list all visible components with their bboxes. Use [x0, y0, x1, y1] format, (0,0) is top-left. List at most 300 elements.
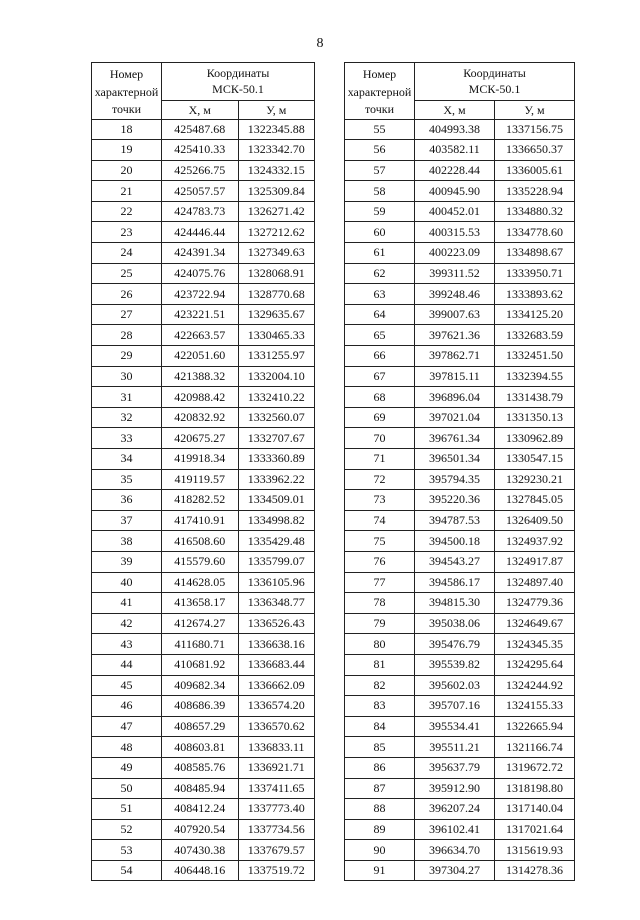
y-coordinate-cell: 1335429.48: [238, 531, 315, 552]
point-number-cell: 66: [345, 346, 415, 367]
point-number-cell: 76: [345, 551, 415, 572]
point-number-cell: 81: [345, 654, 415, 675]
point-number-cell: 70: [345, 428, 415, 449]
table-row: [345, 325, 575, 346]
point-number-cell: 61: [345, 243, 415, 264]
table-row: [92, 181, 315, 202]
x-coordinate-cell: 395038.06: [415, 613, 495, 634]
y-coordinate-cell: 1332560.07: [238, 407, 315, 428]
y-coordinate-cell: 1335799.07: [238, 551, 315, 572]
table-row: [92, 531, 315, 552]
x-coordinate-cell: 418282.52: [162, 490, 239, 511]
table-row: [92, 696, 315, 717]
x-coordinate-cell: 396896.04: [415, 387, 495, 408]
y-coordinate-cell: 1324345.35: [495, 634, 575, 655]
table-row: [92, 243, 315, 264]
x-coordinate-cell: 417410.91: [162, 510, 239, 531]
y-coordinate-cell: 1337519.72: [238, 860, 315, 881]
x-coordinate-cell: 423221.51: [162, 304, 239, 325]
y-coordinate-cell: 1336638.16: [238, 634, 315, 655]
x-coordinate-cell: 399311.52: [415, 263, 495, 284]
y-coordinate-cell: 1333893.62: [495, 284, 575, 305]
point-number-cell: 31: [92, 387, 162, 408]
table-row: [345, 737, 575, 758]
y-coordinate-cell: 1324295.64: [495, 654, 575, 675]
table-row: [345, 654, 575, 675]
point-number-cell: 26: [92, 284, 162, 305]
point-number-cell: 40: [92, 572, 162, 593]
x-coordinate-cell: 396102.41: [415, 819, 495, 840]
point-number-cell: 79: [345, 613, 415, 634]
point-number-cell: 32: [92, 407, 162, 428]
y-coordinate-cell: 1324937.92: [495, 531, 575, 552]
table-row: [345, 716, 575, 737]
x-coordinate-cell: 397621.36: [415, 325, 495, 346]
y-coordinate-cell: 1336105.96: [238, 572, 315, 593]
x-coordinate-cell: 395637.79: [415, 757, 495, 778]
x-coordinate-cell: 396761.34: [415, 428, 495, 449]
point-number-cell: 64: [345, 304, 415, 325]
point-number-cell: 18: [92, 119, 162, 140]
point-number-cell: 88: [345, 799, 415, 820]
y-coordinate-cell: 1318198.80: [495, 778, 575, 799]
table-row: [345, 119, 575, 140]
table-row: [92, 757, 315, 778]
y-coordinate-cell: 1322665.94: [495, 716, 575, 737]
y-coordinate-cell: 1332394.55: [495, 366, 575, 387]
y-coordinate-cell: 1334998.82: [238, 510, 315, 531]
table-row: [345, 428, 575, 449]
x-coordinate-cell: 395539.82: [415, 654, 495, 675]
table-row: [345, 593, 575, 614]
y-coordinate-cell: 1319672.72: [495, 757, 575, 778]
y-coordinate-cell: 1325309.84: [238, 181, 315, 202]
point-number-cell: 47: [92, 716, 162, 737]
table-row: [345, 469, 575, 490]
x-coordinate-cell: 395707.16: [415, 696, 495, 717]
point-number-cell: 45: [92, 675, 162, 696]
table-row: [92, 387, 315, 408]
y-coordinate-cell: 1336833.11: [238, 737, 315, 758]
point-number-cell: 53: [92, 840, 162, 861]
point-number-cell: 58: [345, 181, 415, 202]
header-y: У, м: [238, 100, 315, 119]
point-number-cell: 33: [92, 428, 162, 449]
x-coordinate-cell: 396207.24: [415, 799, 495, 820]
y-coordinate-cell: 1336348.77: [238, 593, 315, 614]
y-coordinate-cell: 1332683.59: [495, 325, 575, 346]
point-number-cell: 29: [92, 346, 162, 367]
y-coordinate-cell: 1337734.56: [238, 819, 315, 840]
table-row: [345, 551, 575, 572]
y-coordinate-cell: 1330547.15: [495, 449, 575, 470]
point-number-cell: 20: [92, 160, 162, 181]
point-number-cell: 63: [345, 284, 415, 305]
coordinates-table-left: [91, 62, 315, 881]
x-coordinate-cell: 411680.71: [162, 634, 239, 655]
y-coordinate-cell: 1334509.01: [238, 490, 315, 511]
x-coordinate-cell: 395794.35: [415, 469, 495, 490]
y-coordinate-cell: 1330962.89: [495, 428, 575, 449]
y-coordinate-cell: 1336683.44: [238, 654, 315, 675]
y-coordinate-cell: 1328770.68: [238, 284, 315, 305]
point-number-cell: 83: [345, 696, 415, 717]
y-coordinate-cell: 1336570.62: [238, 716, 315, 737]
x-coordinate-cell: 396634.70: [415, 840, 495, 861]
table-row: [345, 799, 575, 820]
x-coordinate-cell: 408485.94: [162, 778, 239, 799]
point-number-cell: 42: [92, 613, 162, 634]
x-coordinate-cell: 394815.30: [415, 593, 495, 614]
y-coordinate-cell: 1317021.64: [495, 819, 575, 840]
y-coordinate-cell: 1334125.20: [495, 304, 575, 325]
point-number-cell: 34: [92, 449, 162, 470]
x-coordinate-cell: 408412.24: [162, 799, 239, 820]
y-coordinate-cell: 1327845.05: [495, 490, 575, 511]
x-coordinate-cell: 394586.17: [415, 572, 495, 593]
point-number-cell: 22: [92, 201, 162, 222]
x-coordinate-cell: 416508.60: [162, 531, 239, 552]
table-row: [92, 263, 315, 284]
y-coordinate-cell: 1324244.92: [495, 675, 575, 696]
point-number-cell: 59: [345, 201, 415, 222]
table-row: [92, 490, 315, 511]
x-coordinate-cell: 421388.32: [162, 366, 239, 387]
point-number-cell: 46: [92, 696, 162, 717]
header-coordinates-title: Координаты: [206, 66, 270, 81]
table-row: [92, 284, 315, 305]
x-coordinate-cell: 395511.21: [415, 737, 495, 758]
table-row: [92, 449, 315, 470]
y-coordinate-cell: 1337773.40: [238, 799, 315, 820]
table-row: [345, 140, 575, 161]
table-row: [345, 284, 575, 305]
table-row: [345, 860, 575, 881]
table-row: [345, 346, 575, 367]
table-row: [92, 799, 315, 820]
point-number-cell: 60: [345, 222, 415, 243]
x-coordinate-cell: 413658.17: [162, 593, 239, 614]
y-coordinate-cell: 1321166.74: [495, 737, 575, 758]
y-coordinate-cell: 1336662.09: [238, 675, 315, 696]
x-coordinate-cell: 422051.60: [162, 346, 239, 367]
x-coordinate-cell: 397815.11: [415, 366, 495, 387]
y-coordinate-cell: 1332004.10: [238, 366, 315, 387]
point-number-cell: 85: [345, 737, 415, 758]
table-row: [92, 160, 315, 181]
y-coordinate-cell: 1333962.22: [238, 469, 315, 490]
point-number-cell: 50: [92, 778, 162, 799]
y-coordinate-cell: 1331350.13: [495, 407, 575, 428]
header-x: X, м: [162, 100, 239, 119]
x-coordinate-cell: 408585.76: [162, 757, 239, 778]
y-coordinate-cell: 1336574.20: [238, 696, 315, 717]
y-coordinate-cell: 1333950.71: [495, 263, 575, 284]
point-number-cell: 65: [345, 325, 415, 346]
page-number: 8: [316, 36, 324, 51]
x-coordinate-cell: 423722.94: [162, 284, 239, 305]
y-coordinate-cell: 1332451.50: [495, 346, 575, 367]
table-row: [345, 510, 575, 531]
y-coordinate-cell: 1326409.50: [495, 510, 575, 531]
header-point-number-line1: Номер: [92, 63, 162, 85]
coordinates-table-right: [344, 62, 575, 881]
x-coordinate-cell: 406448.16: [162, 860, 239, 881]
x-coordinate-cell: 410681.92: [162, 654, 239, 675]
point-number-cell: 23: [92, 222, 162, 243]
x-coordinate-cell: 397304.27: [415, 860, 495, 881]
y-coordinate-cell: 1336005.61: [495, 160, 575, 181]
y-coordinate-cell: 1327212.62: [238, 222, 315, 243]
x-coordinate-cell: 408657.29: [162, 716, 239, 737]
x-coordinate-cell: 397021.04: [415, 407, 495, 428]
table-row: [92, 346, 315, 367]
table-row: [92, 140, 315, 161]
x-coordinate-cell: 394500.18: [415, 531, 495, 552]
y-coordinate-cell: 1329230.21: [495, 469, 575, 490]
x-coordinate-cell: 403582.11: [415, 140, 495, 161]
table-row: [92, 551, 315, 572]
point-number-cell: 75: [345, 531, 415, 552]
y-coordinate-cell: 1324779.36: [495, 593, 575, 614]
x-coordinate-cell: 425487.68: [162, 119, 239, 140]
point-number-cell: 67: [345, 366, 415, 387]
x-coordinate-cell: 402228.44: [415, 160, 495, 181]
x-coordinate-cell: 395602.03: [415, 675, 495, 696]
table-row: [345, 613, 575, 634]
y-coordinate-cell: 1336921.71: [238, 757, 315, 778]
x-coordinate-cell: 424446.44: [162, 222, 239, 243]
y-coordinate-cell: 1324155.33: [495, 696, 575, 717]
table-row: [345, 778, 575, 799]
header-coordinates-title: Координаты: [463, 66, 526, 81]
x-coordinate-cell: 395534.41: [415, 716, 495, 737]
header-point-number-line2: характерной: [345, 84, 415, 100]
header-y: У, м: [495, 100, 575, 119]
x-coordinate-cell: 397862.71: [415, 346, 495, 367]
point-number-cell: 89: [345, 819, 415, 840]
table-row: [345, 243, 575, 264]
x-coordinate-cell: 399007.63: [415, 304, 495, 325]
x-coordinate-cell: 424783.73: [162, 201, 239, 222]
table-row: [345, 840, 575, 861]
x-coordinate-cell: 419119.57: [162, 469, 239, 490]
y-coordinate-cell: 1336526.43: [238, 613, 315, 634]
table-row: [92, 840, 315, 861]
y-coordinate-cell: 1336650.37: [495, 140, 575, 161]
x-coordinate-cell: 395476.79: [415, 634, 495, 655]
x-coordinate-cell: 396501.34: [415, 449, 495, 470]
header-point-number-line3: точки: [92, 100, 162, 119]
y-coordinate-cell: 1330465.33: [238, 325, 315, 346]
x-coordinate-cell: 394787.53: [415, 510, 495, 531]
table-row: [92, 469, 315, 490]
y-coordinate-cell: 1322345.88: [238, 119, 315, 140]
point-number-cell: 68: [345, 387, 415, 408]
x-coordinate-cell: 419918.34: [162, 449, 239, 470]
y-coordinate-cell: 1337411.65: [238, 778, 315, 799]
x-coordinate-cell: 400223.09: [415, 243, 495, 264]
x-coordinate-cell: 394543.27: [415, 551, 495, 572]
table-row: [345, 222, 575, 243]
y-coordinate-cell: 1334898.67: [495, 243, 575, 264]
x-coordinate-cell: 425266.75: [162, 160, 239, 181]
y-coordinate-cell: 1326271.42: [238, 201, 315, 222]
y-coordinate-cell: 1315619.93: [495, 840, 575, 861]
x-coordinate-cell: 395912.90: [415, 778, 495, 799]
table-row: [345, 366, 575, 387]
x-coordinate-cell: 407430.38: [162, 840, 239, 861]
point-number-cell: 27: [92, 304, 162, 325]
x-coordinate-cell: 400945.90: [415, 181, 495, 202]
y-coordinate-cell: 1324649.67: [495, 613, 575, 634]
point-number-cell: 55: [345, 119, 415, 140]
x-coordinate-cell: 422663.57: [162, 325, 239, 346]
x-coordinate-cell: 425057.57: [162, 181, 239, 202]
table-row: [92, 860, 315, 881]
x-coordinate-cell: 404993.38: [415, 119, 495, 140]
x-coordinate-cell: 407920.54: [162, 819, 239, 840]
table-row: [345, 160, 575, 181]
table-row: [92, 222, 315, 243]
table-row: [92, 675, 315, 696]
x-coordinate-cell: 425410.33: [162, 140, 239, 161]
header-point-number-line2: характерной: [92, 84, 162, 100]
header-point-number-line1: Номер: [345, 63, 415, 85]
table-row: [92, 407, 315, 428]
header-point-number-line3: точки: [345, 100, 415, 119]
table-row: [92, 325, 315, 346]
y-coordinate-cell: 1324332.15: [238, 160, 315, 181]
header-coordinates: [162, 63, 315, 101]
table-row: [92, 119, 315, 140]
table-row: [345, 490, 575, 511]
table-row: [345, 757, 575, 778]
point-number-cell: 24: [92, 243, 162, 264]
y-coordinate-cell: 1332410.22: [238, 387, 315, 408]
point-number-cell: 78: [345, 593, 415, 614]
point-number-cell: 57: [345, 160, 415, 181]
table-row: [345, 201, 575, 222]
x-coordinate-cell: 424391.34: [162, 243, 239, 264]
x-coordinate-cell: 399248.46: [415, 284, 495, 305]
y-coordinate-cell: 1328068.91: [238, 263, 315, 284]
table-row: [345, 387, 575, 408]
x-coordinate-cell: 395220.36: [415, 490, 495, 511]
table-row: [92, 778, 315, 799]
point-number-cell: 21: [92, 181, 162, 202]
point-number-cell: 80: [345, 634, 415, 655]
point-number-cell: 77: [345, 572, 415, 593]
table-row: [345, 675, 575, 696]
x-coordinate-cell: 412674.27: [162, 613, 239, 634]
table-row: [92, 510, 315, 531]
table-row: [345, 449, 575, 470]
x-coordinate-cell: 415579.60: [162, 551, 239, 572]
point-number-cell: 71: [345, 449, 415, 470]
table-row: [345, 263, 575, 284]
point-number-cell: 52: [92, 819, 162, 840]
point-number-cell: 35: [92, 469, 162, 490]
y-coordinate-cell: 1334778.60: [495, 222, 575, 243]
y-coordinate-cell: 1324897.40: [495, 572, 575, 593]
x-coordinate-cell: 408686.39: [162, 696, 239, 717]
table-row: [345, 181, 575, 202]
point-number-cell: 36: [92, 490, 162, 511]
point-number-cell: 44: [92, 654, 162, 675]
point-number-cell: 73: [345, 490, 415, 511]
point-number-cell: 49: [92, 757, 162, 778]
point-number-cell: 82: [345, 675, 415, 696]
y-coordinate-cell: 1334880.32: [495, 201, 575, 222]
point-number-cell: 91: [345, 860, 415, 881]
point-number-cell: 86: [345, 757, 415, 778]
point-number-cell: 84: [345, 716, 415, 737]
header-x: X, м: [415, 100, 495, 119]
table-row: [345, 531, 575, 552]
header-coordinate-system: МСК-50.1: [468, 82, 521, 97]
x-coordinate-cell: 420675.27: [162, 428, 239, 449]
y-coordinate-cell: 1314278.36: [495, 860, 575, 881]
y-coordinate-cell: 1331255.97: [238, 346, 315, 367]
table-row: [92, 304, 315, 325]
table-row: [92, 634, 315, 655]
table-row: [92, 593, 315, 614]
point-number-cell: 38: [92, 531, 162, 552]
table-row: [92, 654, 315, 675]
point-number-cell: 54: [92, 860, 162, 881]
x-coordinate-cell: 420832.92: [162, 407, 239, 428]
point-number-cell: 87: [345, 778, 415, 799]
y-coordinate-cell: 1335228.94: [495, 181, 575, 202]
table-row: [92, 737, 315, 758]
table-row: [92, 366, 315, 387]
table-row: [345, 634, 575, 655]
table-row: [92, 572, 315, 593]
point-number-cell: 37: [92, 510, 162, 531]
point-number-cell: 28: [92, 325, 162, 346]
table-row: [345, 696, 575, 717]
point-number-cell: 56: [345, 140, 415, 161]
x-coordinate-cell: 420988.42: [162, 387, 239, 408]
x-coordinate-cell: 400315.53: [415, 222, 495, 243]
y-coordinate-cell: 1337156.75: [495, 119, 575, 140]
point-number-cell: 74: [345, 510, 415, 531]
point-number-cell: 69: [345, 407, 415, 428]
y-coordinate-cell: 1323342.70: [238, 140, 315, 161]
x-coordinate-cell: 424075.76: [162, 263, 239, 284]
point-number-cell: 25: [92, 263, 162, 284]
x-coordinate-cell: 409682.34: [162, 675, 239, 696]
point-number-cell: 90: [345, 840, 415, 861]
table-row: [92, 428, 315, 449]
table-row: [345, 572, 575, 593]
y-coordinate-cell: 1333360.89: [238, 449, 315, 470]
table-row: [92, 716, 315, 737]
x-coordinate-cell: 408603.81: [162, 737, 239, 758]
point-number-cell: 39: [92, 551, 162, 572]
point-number-cell: 51: [92, 799, 162, 820]
y-coordinate-cell: 1331438.79: [495, 387, 575, 408]
y-coordinate-cell: 1329635.67: [238, 304, 315, 325]
table-row: [92, 201, 315, 222]
point-number-cell: 43: [92, 634, 162, 655]
point-number-cell: 72: [345, 469, 415, 490]
table-row: [345, 304, 575, 325]
y-coordinate-cell: 1327349.63: [238, 243, 315, 264]
y-coordinate-cell: 1317140.04: [495, 799, 575, 820]
y-coordinate-cell: 1324917.87: [495, 551, 575, 572]
